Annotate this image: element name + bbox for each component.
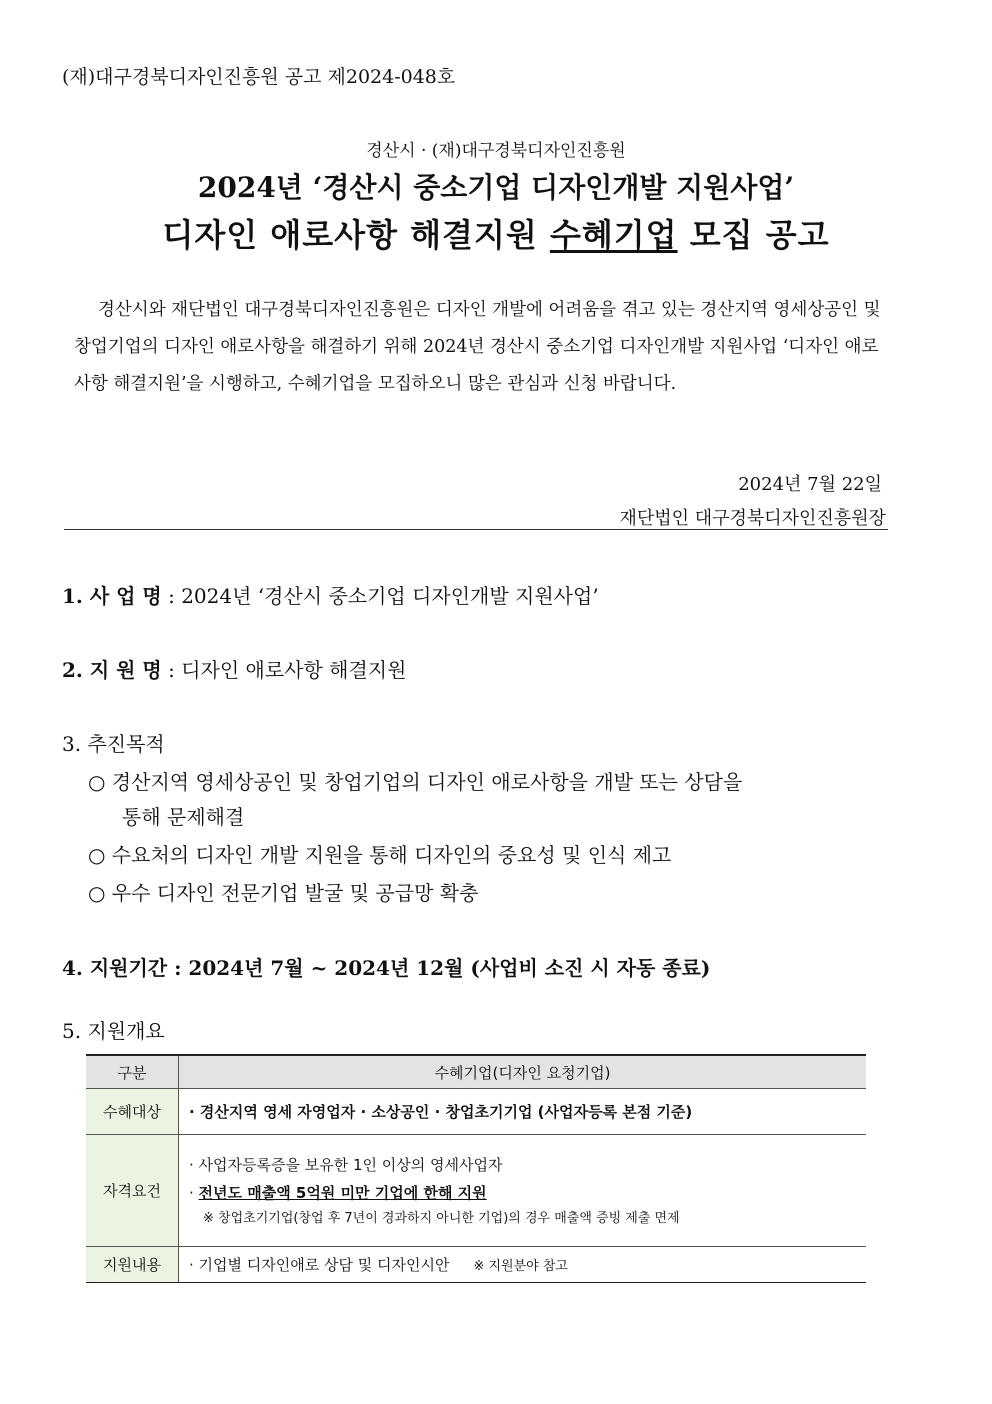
notice-number: (재)대구경북디자인진흥원 공고 제2024-048호: [62, 66, 456, 88]
title-line-1: 2024년 ‘경산시 중소기업 디자인개발 지원사업’: [197, 171, 795, 204]
row-label-target: 수혜대상: [86, 1089, 179, 1135]
table-header-category: 구분: [86, 1055, 179, 1089]
title-line-2-start: 디자인 애로사항 해결지원: [162, 216, 550, 254]
section-support-period: 4. 지원기간 : 2024년 7월 ~ 2024년 12월 (사업비 소진 시 자동 종료): [62, 956, 711, 980]
section-support-name: [62, 654, 406, 683]
content-text: · 기업별 디자인애로 상담 및 디자인시안: [189, 1256, 450, 1274]
eligibility-line-2-underlined: 전년도 매출액 5억원 미만 기업에 한해 지원: [198, 1183, 487, 1202]
eligibility-line-1: · 사업자등록증을 보유한 1인 이상의 영세사업자: [189, 1155, 503, 1174]
row-label-content: 지원내용: [86, 1247, 179, 1283]
section-purpose: 3. 추진목적: [62, 732, 165, 756]
purpose-bullet-1: ○ 경산지역 영세상공인 및 창업기업의 디자인 애로사항을 개발 또는 상담을: [88, 770, 743, 794]
divider: [64, 529, 888, 530]
row-value-eligibility: [179, 1135, 867, 1247]
table-row: [86, 1135, 866, 1247]
row-value-target: · 경산지역 영세 자영업자 · 소상공인 · 창업초기기업 (사업자등록 본점 기준): [179, 1089, 867, 1135]
section-2-label: 2. 지 원 명: [62, 658, 162, 682]
content-note: ※ 지원분야 참고: [473, 1259, 568, 1274]
table-row: [86, 1089, 866, 1135]
intro-paragraph: [74, 292, 886, 403]
section-business-name: [62, 580, 599, 609]
notice-date: 2024년 7월 22일: [738, 474, 882, 495]
issuer-name: 재단법인 대구경북디자인진흥원장: [619, 508, 886, 529]
eligibility-note: ※ 창업초기기업(창업 후 7년이 경과하지 아니한 기업)의 경우 매출액 증빙 제출 면제: [203, 1210, 680, 1226]
table-header-beneficiary: 수혜기업(디자인 요청기업): [179, 1055, 867, 1089]
eligibility-line-2: [189, 1179, 856, 1207]
title-line-2: [0, 210, 992, 256]
subtitle: 경산시 · (재)대구경북디자인진흥원: [366, 141, 626, 161]
row-label-eligibility: 자격요건: [86, 1135, 179, 1247]
section-overview: 5. 지원개요: [62, 1019, 165, 1043]
section-2-value: : 디자인 애로사항 해결지원: [168, 658, 407, 682]
purpose-bullet-3: ○ 우수 디자인 전문기업 발굴 및 공급망 확충: [88, 881, 479, 905]
intro-text: 경산시와 재단법인 대구경북디자인진흥원은 디자인 개발에 어려움을 겪고 있는 경산지역 영세상공인 및 창업기업의 디자인 애로사항을 해결하기 위해 2024년 경산시 중소기업 디자인개발 지원사업 ‘디자인 애로사항 해결지원’을 시행하고, 수혜기업을 모집하오니 많은 관심과 신청 바랍니다.: [74, 300, 881, 394]
table-header-row: [86, 1055, 866, 1089]
table-row: [86, 1247, 866, 1283]
eligibility-line-2-prefix: ·: [189, 1183, 199, 1202]
title-underlined-word: 수혜기업: [549, 216, 678, 254]
purpose-bullet-1-continued: 통해 문제해결: [122, 805, 245, 829]
purpose-bullet-2: ○ 수요처의 디자인 개발 지원을 통해 디자인의 중요성 및 인식 제고: [88, 843, 672, 867]
section-1-value: : 2024년 ‘경산시 중소기업 디자인개발 지원사업’: [168, 584, 599, 608]
section-1-label: 1. 사 업 명: [62, 584, 162, 608]
title-line-2-end: 모집 공고: [677, 216, 830, 254]
row-value-content: [179, 1247, 867, 1283]
overview-table: [86, 1054, 866, 1283]
